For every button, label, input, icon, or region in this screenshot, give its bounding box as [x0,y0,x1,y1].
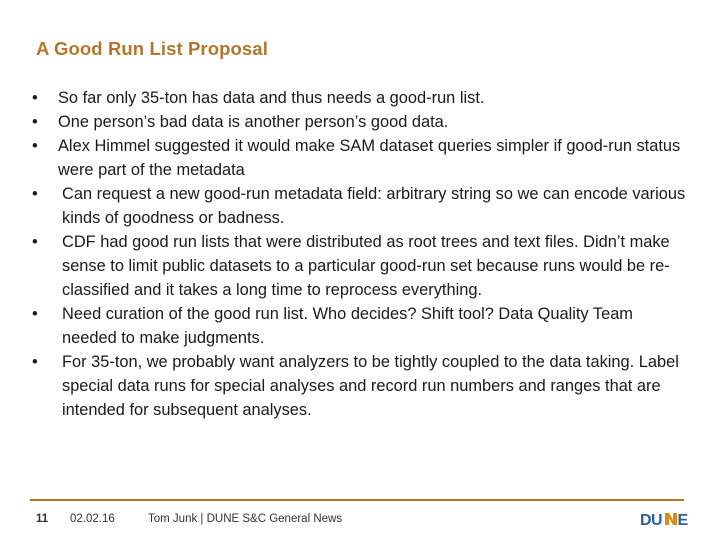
bullet-item [32,110,692,134]
bullet-list [32,86,692,422]
bullet-item [32,134,692,182]
footer-date: 02.02.16 [70,513,115,525]
bullet-text: One person’s bad data is another person’s good data. [58,113,449,131]
bullet-glyph: • [32,113,38,131]
bullet-item [32,86,692,110]
bullet-item [32,302,692,350]
dune-logo-text-e: E [677,512,689,529]
dune-logo-n-mark [665,513,677,525]
bullet-glyph: • [32,353,38,371]
bullet-text: CDF had good run lists that were distributed as root trees and text files. Didn’t make sense to limit public datasets to a particular good-run set because runs would be re-classified and it takes a long time to reprocess everything. [62,233,670,299]
bullet-text: Can request a new good-run metadata field: arbitrary string so we can encode various kinds of goodness or badness. [62,185,686,227]
bullet-text: For 35-ton, we probably want analyzers to be tightly coupled to the data taking. Label special data runs for special analyses and record run numbers and ranges that are intended for subsequent analyses. [62,353,679,419]
dune-logo [640,509,689,529]
bullet-item [32,182,692,230]
bullet-glyph: • [32,233,38,251]
bullet-item [32,230,692,302]
slide-title: A Good Run List Proposal [36,38,268,59]
bullet-text: So far only 35-ton has data and thus needs a good-run list. [58,89,485,107]
footer-author: Tom Junk | DUNE S&C General News [148,513,343,525]
bullet-glyph: • [32,89,38,107]
bullet-item [32,350,692,422]
bullet-glyph: • [32,137,38,155]
bullet-text: Alex Himmel suggested it would make SAM dataset queries simpler if good-run status were part of the metadata [58,137,681,179]
dune-logo-text-du: DU [640,512,663,529]
bullet-glyph: • [32,305,38,323]
page-number: 11 [36,513,49,525]
bullet-glyph: • [32,185,38,203]
bullet-text: Need curation of the good run list. Who decides? Shift tool? Data Quality Team needed to make judgments. [62,305,633,347]
footer-divider [30,499,684,501]
